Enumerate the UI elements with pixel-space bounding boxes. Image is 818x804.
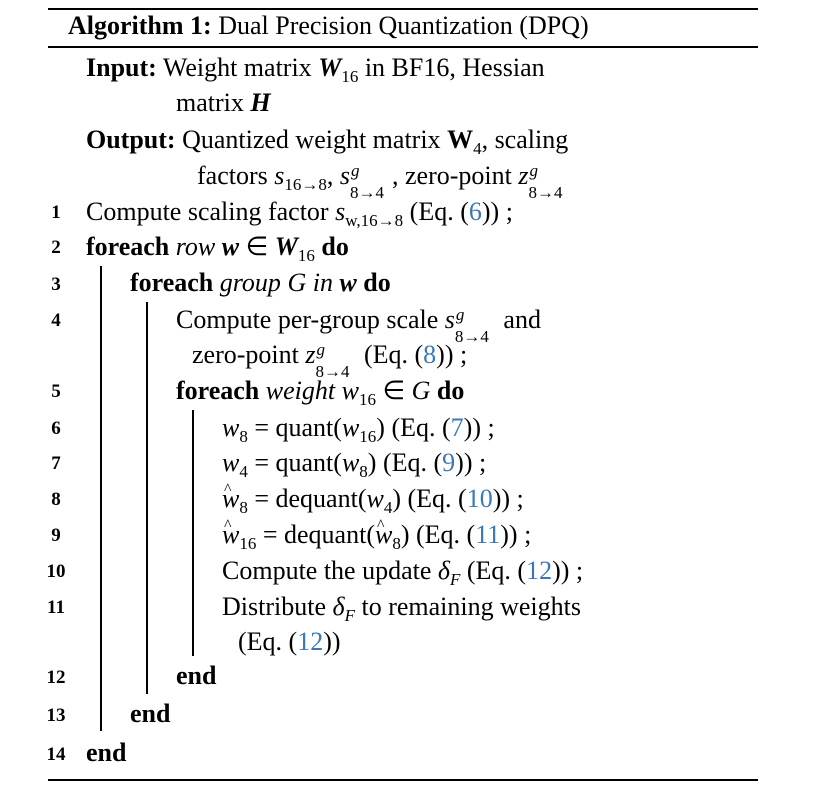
input-weight-symbol: W: [318, 53, 342, 82]
element-of-symbol: ∈: [245, 232, 269, 261]
line-7-eq-close: )) ;: [455, 448, 487, 477]
line-10-text: Compute the update: [222, 556, 432, 585]
line-8-eq-ref[interactable]: 10: [466, 484, 493, 513]
scope-bar-group-loop: [146, 302, 148, 694]
line-7-arg: w: [341, 448, 360, 477]
line-7: $w_4$ = $quant(w_8)$ (Eq. (9)) ;: [222, 448, 487, 482]
line-6-arg-sub: 16: [359, 427, 377, 447]
output-text-2: factors: [197, 161, 268, 190]
line-10-sub: F: [450, 570, 461, 590]
line-5-word: weight: [265, 376, 336, 405]
input-text: Weight matrix: [162, 53, 312, 82]
line-5-set: G: [411, 376, 431, 405]
line-9-lhs-sub: 16: [239, 534, 257, 554]
line-1-eq-open: (Eq. (: [409, 197, 469, 226]
line-11-eq-ref[interactable]: 12: [297, 627, 324, 656]
output-weight-symbol: W: [447, 125, 474, 154]
line-6-eq-close: )) ;: [463, 413, 495, 442]
line-11-text: Distribute: [222, 592, 326, 621]
output-line-2: factors $s_{16\to 8}$, s g 8→4 , zero-point z g 8→4: [197, 161, 570, 200]
line-3-word: group: [219, 268, 281, 297]
line-11-tail: to remaining weights: [361, 592, 581, 621]
line-1-text: Compute scaling factor: [86, 197, 329, 226]
line-4-symbol-2: z: [305, 340, 316, 369]
line-10-eq-close: )) ;: [552, 556, 584, 585]
line-9-function: dequant: [284, 520, 367, 549]
line-8-eq-close: )) ;: [492, 484, 524, 513]
line-4-text-2: zero-point: [192, 340, 299, 369]
scope-bar-weight-loop: [192, 410, 194, 656]
element-of-symbol: ∈: [382, 376, 406, 405]
input-line-2: [176, 88, 271, 118]
line-10-eq-open: (Eq. (: [466, 556, 527, 585]
line-9-arg: ^ w: [375, 520, 392, 550]
line-4: [176, 305, 541, 346]
scale-sub: 16→8: [284, 175, 327, 195]
line-9-arg-sub: 8: [392, 534, 401, 554]
line-10: [222, 556, 583, 595]
line-8-function: dequant: [275, 484, 358, 513]
line-1-eq-close: )) ;: [481, 197, 513, 226]
line-4-and: and: [503, 305, 541, 334]
line-5: [176, 376, 464, 415]
line-8-arg-sub: 4: [383, 498, 393, 518]
input-tail: in BF16, Hessian: [364, 53, 545, 82]
input-line-1: [86, 53, 545, 92]
line-2-set: W: [274, 232, 298, 261]
line-4-cont: [192, 340, 468, 381]
line-number-4: 4: [51, 310, 61, 331]
line-9-lhs: ^ w: [222, 520, 239, 550]
line-2-set-sub: 16: [297, 246, 315, 266]
line-14: [86, 738, 126, 768]
line-6-eq-open: (Eq. (: [391, 413, 451, 442]
line-number-8: 8: [51, 489, 61, 510]
line-9-eq-open: (Eq. (: [416, 520, 476, 549]
foreach-keyword: foreach: [86, 232, 170, 261]
zero-point-text: zero-point: [405, 161, 512, 190]
algorithm-name: Dual Precision Quantization (DPQ): [218, 11, 589, 40]
line-11-cont: [238, 627, 341, 657]
line-4-sup: g: [455, 305, 465, 324]
line-7-arg-sub: 8: [359, 462, 368, 482]
line-7-eq-ref[interactable]: 9: [442, 448, 456, 477]
line-10-symbol: δ: [437, 556, 450, 585]
line-12: [176, 661, 216, 691]
line-9: ^ $w_{16}$ = dequant(^ $w_8$) (Eq. (11)) ;: [222, 520, 531, 559]
line-11-eq-close: )): [323, 627, 341, 656]
end-keyword: end: [130, 699, 171, 728]
line-4-symbol: s: [444, 305, 455, 334]
do-keyword: do: [436, 376, 465, 405]
line-number-7: 7: [51, 453, 61, 474]
line-6-lhs: w: [222, 413, 240, 442]
end-keyword: end: [86, 738, 127, 767]
bottom-rule: [48, 779, 758, 781]
line-number-13: 13: [46, 705, 66, 726]
line-4-text: Compute per-group scale: [176, 305, 439, 334]
zero-point-sub: 8→4: [528, 183, 563, 202]
line-8-lhs: ^ w: [222, 484, 239, 514]
line-3-symbol: G: [287, 268, 307, 297]
input-text-2: matrix: [176, 88, 244, 117]
do-keyword: do: [321, 232, 349, 261]
line-6-function: quant: [275, 413, 334, 442]
output-text: Quantized weight matrix: [182, 125, 441, 154]
zero-point-symbol: z: [518, 161, 529, 190]
line-8-lhs-sub: 8: [239, 498, 248, 518]
line-number-9: 9: [51, 525, 61, 546]
line-4-eq-close: )) ;: [436, 340, 468, 369]
line-number-5: 5: [51, 381, 61, 402]
zero-point-sup: g: [529, 161, 538, 180]
line-number-3: 3: [51, 274, 61, 295]
output-tail: , scaling: [481, 125, 569, 154]
group-scale-sup: g: [351, 161, 360, 180]
line-11-sub: F: [344, 606, 355, 626]
line-8-arg: w: [366, 484, 384, 513]
line-9-eq-ref[interactable]: 11: [475, 520, 501, 549]
line-2-word: row: [175, 232, 216, 261]
line-4-eq-ref[interactable]: 8: [423, 340, 437, 369]
scale-symbol: s: [274, 161, 285, 190]
output-weight-sub: 4: [473, 139, 482, 159]
line-number-12: 12: [46, 667, 66, 688]
line-number-10: 10: [46, 561, 66, 582]
line-5-symbol: w: [341, 376, 359, 405]
line-8-eq-open: (Eq. (: [407, 484, 467, 513]
line-11-symbol: δ: [332, 592, 345, 621]
line-3-in: in: [312, 268, 333, 297]
line-1-sub: w,16→8: [345, 211, 404, 231]
line-10-eq-ref[interactable]: 12: [526, 556, 553, 585]
line-6-arg: w: [341, 413, 360, 442]
scope-bar-row-loop: [100, 266, 102, 731]
input-weight-sub: 16: [341, 67, 359, 87]
input-label: Input:: [86, 53, 157, 82]
line-3-set: w: [339, 268, 357, 297]
algorithm-title: [68, 11, 589, 41]
algorithm-label: Algorithm 1:: [68, 11, 212, 40]
line-6-eq-ref[interactable]: 7: [450, 413, 464, 442]
top-rule: [48, 8, 758, 10]
line-9-eq-close: )) ;: [500, 520, 532, 549]
line-5-sub: 16: [358, 390, 376, 410]
foreach-keyword: foreach: [176, 376, 260, 405]
line-1: [86, 197, 513, 236]
line-7-lhs: w: [222, 448, 240, 477]
group-scale-symbol: s: [339, 161, 350, 190]
line-4-eq-open: (Eq. (: [363, 340, 424, 369]
header-rule: [48, 46, 758, 48]
line-4-sub-2: 8→4: [315, 362, 350, 381]
line-7-lhs-sub: 4: [239, 462, 248, 482]
line-2-symbol: w: [221, 232, 240, 261]
line-8: ^ $w_8$ = $dequant(w_4)$ (Eq. (10)) ;: [222, 484, 524, 523]
line-7-eq-open: (Eq. (: [382, 448, 443, 477]
group-scale-sub: 8→4: [350, 183, 384, 202]
line-number-1: 1: [51, 202, 61, 223]
line-4-sup-2: g: [316, 340, 325, 359]
end-keyword: end: [176, 661, 217, 690]
output-label: Output:: [86, 125, 176, 154]
line-number-6: 6: [51, 418, 61, 439]
output-line-1: [86, 125, 568, 164]
line-11-eq-open: (Eq. (: [238, 627, 298, 656]
line-13: [130, 699, 170, 729]
line-1-eq-ref[interactable]: 6: [468, 197, 482, 226]
line-6: $w_8$ = $quant(w_{16})$ (Eq. (7)) ;: [222, 413, 495, 447]
line-6-lhs-sub: 8: [239, 427, 248, 447]
line-2: [86, 232, 349, 271]
line-3: [130, 268, 391, 298]
foreach-keyword: foreach: [130, 268, 214, 297]
line-4-sub: 8→4: [454, 327, 489, 346]
line-number-14: 14: [46, 744, 66, 765]
line-number-2: 2: [51, 237, 61, 258]
line-1-symbol: s: [335, 197, 346, 226]
hessian-symbol: H: [250, 88, 271, 117]
line-7-function: quant: [275, 448, 334, 477]
line-number-11: 11: [47, 597, 65, 618]
do-keyword: do: [363, 268, 391, 297]
line-11: [222, 592, 581, 631]
